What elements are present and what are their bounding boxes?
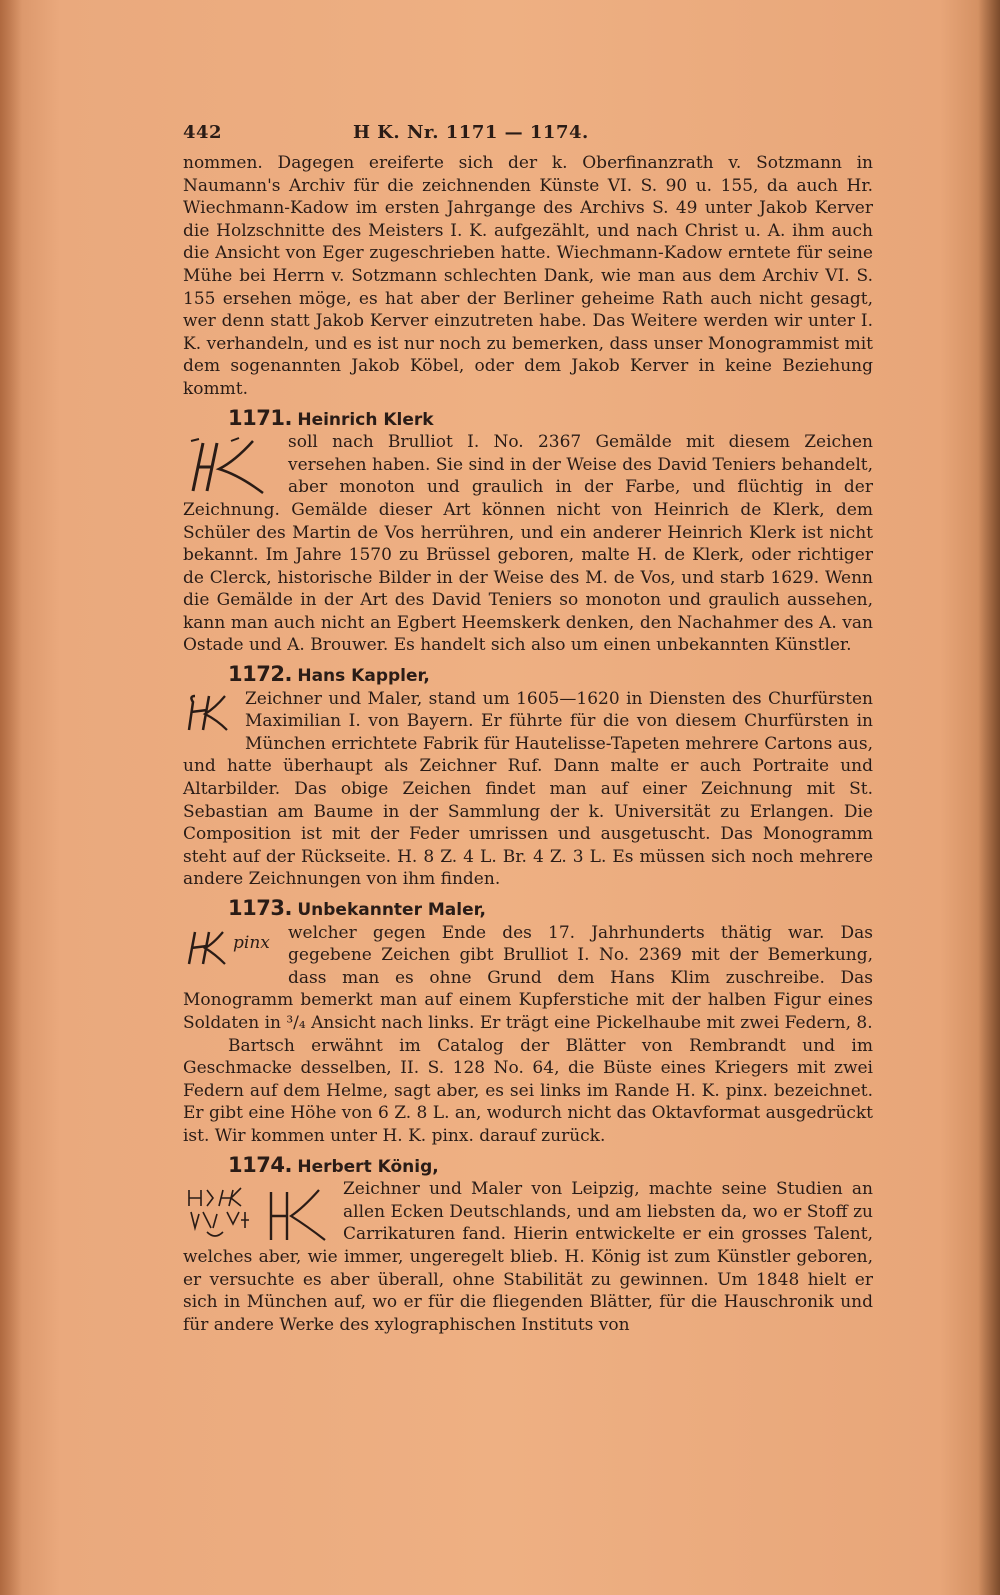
monogram-hk-pinx-image bbox=[183, 926, 278, 968]
entry-text: welcher gegen Ende des 17. Jahrhunderts thätig war. Das gegebene Zeichen gibt Brulliot I. No. 2369 mit der Bemerkung, dass man es ohne Grund dem Hans Klim zuschreibe. Das Monogramm bemerkt man auf einem Kupferstiche mit der halben Figur eines Soldaten in ³/₄ Ansicht nach links. Er trägt eine Pickelhaube mit zwei Federn, 8. bbox=[183, 922, 873, 1033]
entry-1173 bbox=[183, 897, 873, 1148]
entry-text: Zeichner und Maler von Leipzig, machte seine Studien an allen Ecken Deutschlands, und am liebsten da, wo er Stoff zu Carrikaturen fand. Hierin entwickelte er ein grosses Talent, welches aber, wie immer, ungeregelt blieb. H. König ist zum Künstler geboren, er versuchte es aber überall, ohne Stabilität zu gewinnen. Um 1848 hielt er sich in München auf, wo er für die fliegenden Blätter, für die Hauschronik und für andere Werke des xylographischen Instituts von bbox=[183, 1179, 873, 1335]
entry-number: 1171. bbox=[228, 405, 292, 430]
entry-number: 1173. bbox=[228, 896, 292, 920]
entry-text: soll nach Brulliot I. No. 2367 Gemälde mit diesem Zeichen versehen haben. Sie sind in der Weise des David Teniers behandelt, aber monoton und graulich in der Farbe, und flüchtig in der Zeichnung. Gemälde dieser Art können nicht von Heinrich de Klerk, dem Schüler des Martin de Vos herrühren, und ein anderer Heinrich Klerk ist nicht bekannt. Im Jahre 1570 zu Brüssel geboren, malte H. de Klerk, oder richtiger de Clerck, historische Bilder in der Weise des M. de Vos, und starb 1629. Wenn die Gemälde in der Art des David Teniers so monoton und graulich aussehen, kann man auch nicht an Egbert Heemskerk denken, den Nachahmer des A. van Ostade und A. Brouwer. Es handelt sich also um einen unbekannten Künstler. bbox=[183, 432, 873, 656]
entry-1171 bbox=[183, 407, 873, 658]
book-page bbox=[183, 122, 873, 1336]
page-edge-left bbox=[0, 0, 22, 1595]
entry-1172 bbox=[183, 663, 873, 891]
running-title: H K. Nr. 1171 — 1174. bbox=[353, 122, 589, 143]
page-header bbox=[183, 122, 873, 152]
entry-text-continued: Bartsch erwähnt im Catalog der Blätter von Rembrandt und im Geschmacke desselben, II. S. 128 No. 64, die Büste eines Kriegers mit zwei Federn auf dem Helme, sagt aber, es sei links im Rande H. K. pinx. bezeichnet. Er gibt eine Höhe von 6 Z. 8 L. an, wodurch nicht das Oktavformat ausgedrückt ist. Wir kommen unter H. K. pinx. darauf zurück. bbox=[183, 1035, 873, 1146]
entry-text: Zeichner und Maler, stand um 1605—1620 in Diensten des Churfürsten Maximilian I. von Bayern. Er führte für die von diesem Churfürsten in München errichtete Fabrik für Hautelisse-Tapeten mehrere Cartons aus, und hatte überhaupt als Zeichner Ruf. Dann malte er auch Portraite und Altarbilder. Das obige Zeichen findet man auf einer Zeichnung mit St. Sebastian am Baume in der Sammlung der k. Universität zu Erlangen. Die Composition ist mit der Feder umrissen und ausgetuscht. Das Monogramm steht auf der Rückseite. H. 8 Z. 4 L. Br. 4 Z. 3 L. Es müssen sich noch mehrere andere Zeichnungen von ihm finden. bbox=[183, 688, 873, 890]
monogram-hk-variants-image bbox=[183, 1182, 333, 1244]
page-edge-right bbox=[978, 0, 1000, 1595]
entry-number: 1172. bbox=[228, 662, 292, 687]
entry-name: Heinrich Klerk bbox=[297, 409, 434, 430]
entry-1174 bbox=[183, 1154, 873, 1337]
entry-name: Hans Kappler, bbox=[297, 666, 430, 687]
entry-number: 1174. bbox=[228, 1152, 292, 1177]
entry-name: Unbekannter Maler, bbox=[297, 900, 486, 920]
monogram-hk-image bbox=[183, 435, 278, 497]
entry-name: Herbert König, bbox=[297, 1156, 439, 1177]
intro-paragraph: nommen. Dagegen ereiferte sich der k. Oberfinanzrath v. Sotzmann in Naumann's Archiv für die zeichnenden Künste VI. S. 90 u. 155, da auch Hr. Wiechmann-Kadow im ersten Jahrgange des Archivs S. 49 unter Jakob Kerver die Holzschnitte des Meisters I. K. aufgezählt, und nach Christ u. A. ihm auch die Ansicht von Eger zugeschrieben hatte. Wiechmann-Kadow erntete für seine Mühe bei Herrn v. Sotzmann schlechten Dank, wie man aus dem Archiv VI. S. 155 ersehen möge, es hat aber der Berliner geheime Rath auch nicht gesagt, wer denn statt Jakob Kerver einzutreten habe. Das Weitere werden wir unter I. K. verhandeln, und es ist nur noch zu bemerken, dass unser Monogrammist mit dem sogenannten Jakob Köbel, oder dem Jakob Kerver in keine Beziehung kommt. bbox=[183, 153, 873, 399]
svg-text:pinx: pinx bbox=[233, 932, 270, 953]
monogram-hk-image bbox=[183, 692, 235, 734]
page-number: 442 bbox=[183, 122, 223, 143]
